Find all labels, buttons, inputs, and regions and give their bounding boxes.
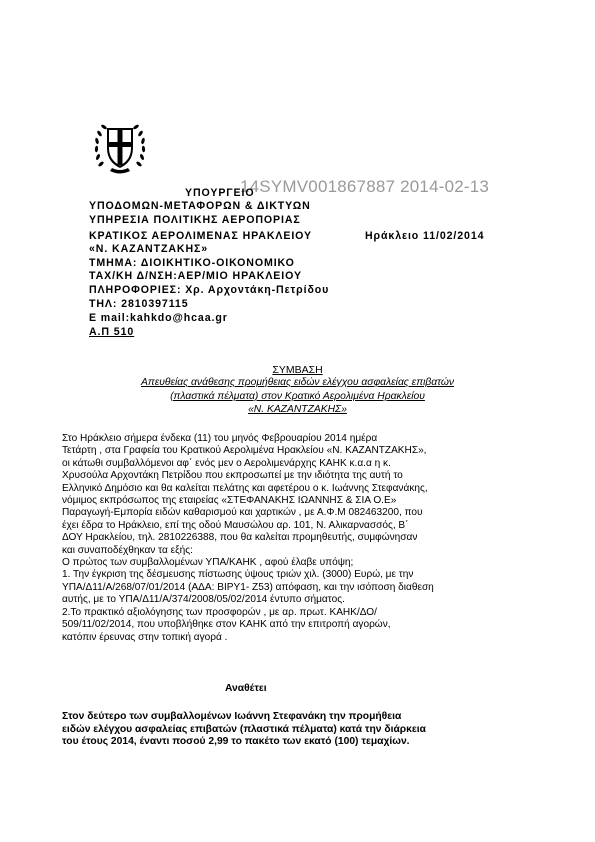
greek-coat-of-arms-emblem [92, 118, 148, 176]
assignment-line: ειδών ελέγχου ασφαλείας επιβατών (πλαστικά πέλματα) κατά την διάρκεια [62, 723, 426, 735]
information-contact-line: ΠΛΗΡΟΦΟΡΙΕΣ: Χρ. Αρχοντάκη-Πετρίδου [89, 284, 330, 296]
body-line: Παραγωγή-Εμπορία ειδών καθαρισμού και χαρτικών , με Α.Φ.Μ 082463200, που [62, 507, 423, 519]
assigns-heading: Αναθέτει [225, 683, 267, 694]
document-protocol-watermark: 14SYMV001867887 2014-02-13 [240, 177, 490, 196]
body-line: Στο Ηράκλειο σήμερα ένδεκα (11) του μηνός Φεβρουαρίου 2014 ημέρα [62, 433, 378, 444]
body-line: 509/11/02/2014, που υποβλήθηκε στον ΚΑΗΚ από την επιτροπή αγορών, [62, 619, 391, 631]
service-name: ΥΠΗΡΕΣΙΑ ΠΟΛΙΤΙΚΗΣ ΑΕΡΟΠΟΡΙΑΣ [89, 214, 301, 226]
protocol-number: Α.Π 510 [89, 326, 135, 338]
body-line: οι κάτωθι συμβαλλόμενοι αφ΄ ενός μεν ο Αερολιμενάρχης ΚΑΗΚ κ.α.α η κ. [62, 457, 391, 469]
phone-line: ΤΗΛ: 2810397115 [89, 298, 189, 310]
document-date: Ηράκλειο 11/02/2014 [365, 230, 485, 242]
ministry-name: ΥΠΟΔΟΜΩΝ-ΜΕΤΑΦΟΡΩΝ & ΔΙΚΤΥΩΝ [89, 200, 311, 212]
email-line: E mail:kahkdo@hcaa.gr [89, 312, 228, 324]
body-line: ΥΠΑ/Δ11/Α/268/07/01/2014 (ΑΔΑ: ΒΙΡΥ1- Ζ53) απόφαση, και την ισόποση διαθεση [62, 581, 434, 593]
body-line: 1. Την έγκριση της δέσμευσης πίστωσης ύψους τριών χιλ. (3000) Ευρώ, με την [62, 569, 414, 581]
airport-name: ΚΡΑΤΙΚΟΣ ΑΕΡΟΛΙΜΕΝΑΣ ΗΡΑΚΛΕΙΟΥ [89, 230, 312, 242]
contract-subtitle-line-1: Απευθείας ανάθεσης προμήθειας ειδών ελέγχου ασφαλείας επιβατών [140, 377, 455, 388]
assignment-line: Στον δεύτερο των συμβαλλομένων Ιωάννη Στεφανάκη την προμήθεια [62, 711, 402, 722]
body-line: Χρυσούλα Αρχοντάκη Πετρίδου που εκπροσωπεί με την ιδιότητα της αυτή το [62, 470, 403, 482]
contract-body [62, 433, 434, 644]
assignment-line: του έτους 2014, έναντι ποσού 2,99 το πακέτο των εκατό (100) τεμαχίων. [62, 736, 410, 748]
body-line: 2.Το πρακτικό αξιολόγησης των προσφορών , με αρ. πρωτ. ΚΑΗΚ/ΔΟ/ [62, 606, 377, 618]
contract-subtitle-line-3: «Ν. ΚΑΖΑΝΤΖΑΚΗΣ» [248, 404, 347, 415]
body-line: κατόπιν έρευνας στην τοπική αγορά . [62, 631, 228, 643]
body-line: και συναποδέχθηκαν τα εξής: [62, 544, 193, 556]
airport-nickname: «Ν. ΚΑΖΑΝΤΖΑΚΗΣ» [89, 243, 209, 255]
body-line: Ελληνικό Δημόσιο και θα καλείται πελάτης και αφετέρου ο κ. Ιωάννης Στεφανάκης, [62, 482, 428, 494]
body-line: έχει έδρα το Ηράκλειο, επί της οδού Μαυσώλου αρ. 101, Ν. Αλικαρνασσός, Β΄ [62, 519, 409, 531]
body-line: αυτής, με το ΥΠΑ/Δ11/Α/374/2008/05/02/2014 έντυπο σήματος. [62, 594, 345, 606]
department-line: ΤΜΗΜΑ: ΔΙΟΙΚΗΤΙΚΟ-ΟΙΚΟΝΟΜΙΚΟ [89, 257, 295, 269]
body-line: νόμιμος εκπρόσωπος της εταιρείας «ΣΤΕΦΑΝΑΚΗΣ ΙΩΑΝΝΗΣ & ΣΙΑ Ο.Ε» [62, 495, 397, 507]
contract-subtitle-line-2: (πλαστικά πέλματα) στον Κρατικό Αερολιμένα Ηρακλείου [170, 391, 425, 402]
body-line: Τετάρτη , στα Γραφεία του Κρατικού Αερολιμένα Ηρακλείου «Ν. ΚΑΖΑΝΤΖΑΚΗΣ», [62, 445, 427, 457]
contract-title: ΣΥΜΒΑΣΗ [272, 364, 323, 376]
assignment-paragraph [62, 711, 426, 749]
body-line: ΔΟΥ Ηρακλείου, τηλ. 2810226388, που θα καλείται προμηθευτής, συμφώνησαν [62, 532, 418, 544]
ministry-heading: ΥΠΟΥΡΓΕΙΟ [185, 187, 255, 199]
postal-address-line: ΤΑΧ/ΚΗ Δ/ΝΣΗ:ΑΕΡ/ΜΙΟ ΗΡΑΚΛΕΙΟΥ [89, 270, 302, 282]
body-line: Ο πρώτος των συμβαλλομένων ΥΠΑ/ΚΑΗΚ , αφού έλαβε υπόψη; [62, 557, 354, 569]
